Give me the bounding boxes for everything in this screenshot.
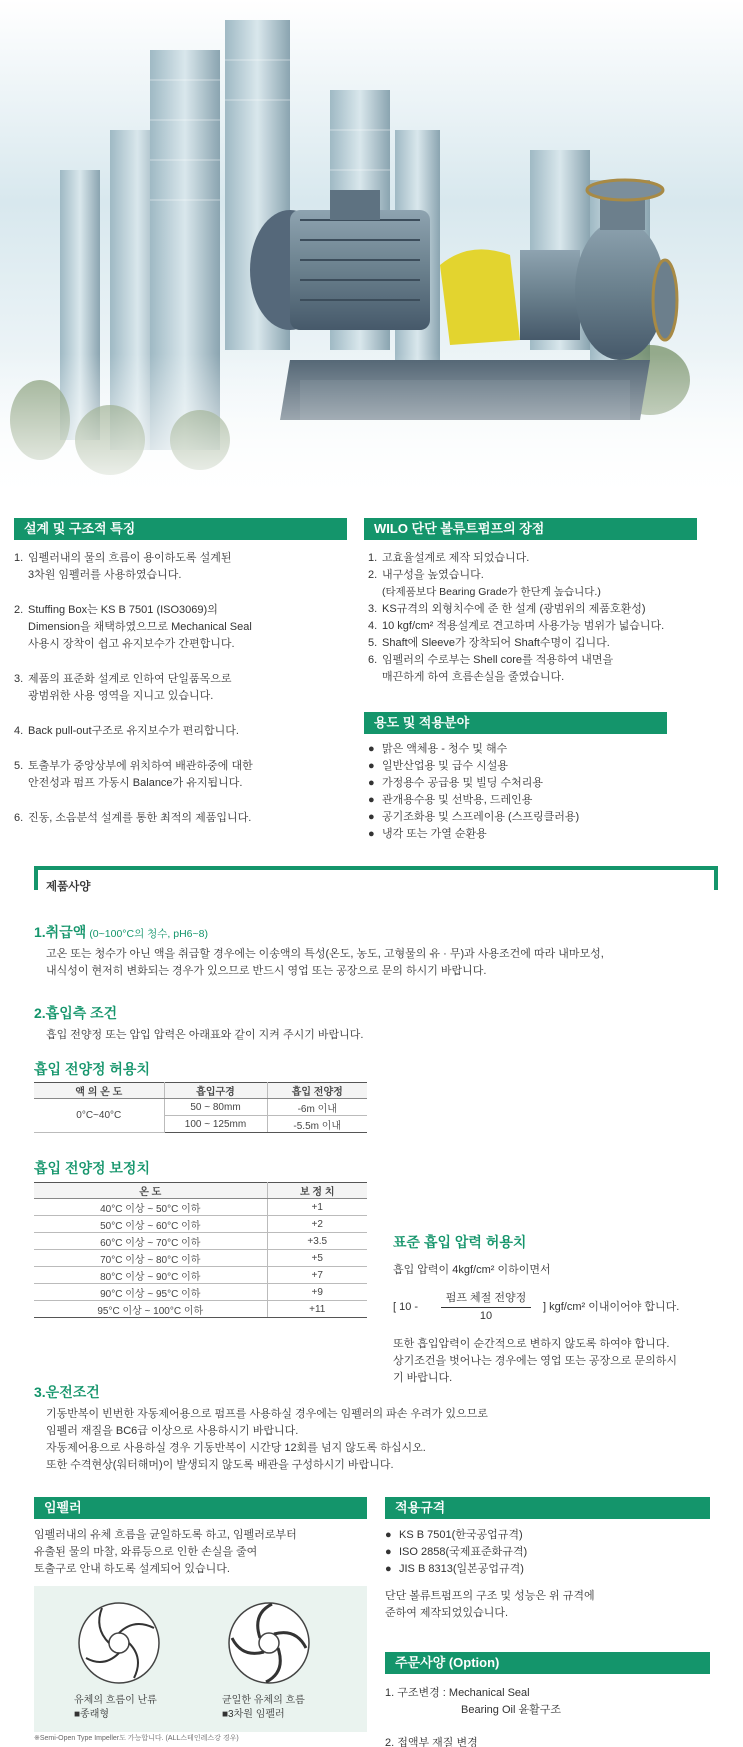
list-item: 1. 임펠러내의 물의 흐름이 용이하도록 설계된 3차원 임펠러를 사용하였습니다. (14, 552, 232, 581)
list-item: ● 가정용수 공급용 및 빌딩 수처리용 (368, 777, 543, 789)
table-cell: 60°C 이상 ~ 70°C 이하 (34, 1233, 267, 1250)
advantages-list (368, 550, 738, 686)
table-cell: 90°C 이상 ~ 95°C 이하 (34, 1284, 267, 1301)
list-item: ● KS B 7501(한국공업규격) (385, 1529, 523, 1541)
table-cell: +2 (267, 1216, 367, 1233)
hero-image (0, 0, 743, 505)
list-item: ● 맑은 액체용 - 청수 및 해수 (368, 743, 508, 755)
formula-suffix: ] kgf/cm² 이내이어야 합니다. (543, 1301, 680, 1313)
table-cell: -5.5m 이내 (267, 1116, 367, 1133)
table-cell: +1 (267, 1199, 367, 1216)
table-row (34, 1216, 367, 1233)
table-cell: 50°C 이상 ~ 60°C 이하 (34, 1216, 267, 1233)
3d-impeller-caption: 균일한 유체의 흐름 ■3차원 임펠러 (222, 1695, 305, 1720)
table-cell: 100 ~ 125mm (164, 1116, 267, 1133)
suction-head-correction-table (34, 1182, 367, 1318)
list-item: ● 공기조화용 및 스프레이용 (스프링클러용) (368, 811, 580, 823)
table-header: 액 의 온 도 (34, 1083, 164, 1099)
3d-impeller-icon (224, 1598, 314, 1688)
table-header: 온 도 (34, 1183, 267, 1199)
list-item: ● 관개용수용 및 선박용, 드레인용 (368, 794, 533, 806)
table-cell: -6m 이내 (267, 1099, 367, 1116)
list-item: 6. 진동, 소음분석 설계를 통한 최적의 제품입니다. (14, 812, 252, 824)
advantages-header: WILO 단단 볼류트펌프의 장점 (364, 518, 697, 540)
impeller-note: ※Semi-Open Type Impeller도 가능합니다. (ALL스테인레스강 경우) (34, 1735, 239, 1742)
option-item-1: 1. 구조변경 : Mechanical Seal (385, 1687, 530, 1699)
table-cell: 40°C 이상 ~ 50°C 이하 (34, 1199, 267, 1216)
table-row (34, 1099, 367, 1116)
table-cell: 70°C 이상 ~ 80°C 이하 (34, 1250, 267, 1267)
table-header: 흡입구경 (164, 1083, 267, 1099)
spec-divider-right (714, 866, 718, 890)
standards-list (385, 1527, 735, 1578)
table-header: 흡입 전양정 (267, 1083, 367, 1099)
table-row (34, 1199, 367, 1216)
table-row (34, 1301, 367, 1318)
standards-text: 단단 볼류트펌프의 구조 및 성능은 위 규격에 준하여 제작되었있습니다. (385, 1590, 595, 1619)
table-row (34, 1233, 367, 1250)
list-item: 1. 고효율설계로 제작 되었습니다. (368, 552, 530, 564)
usage-list (368, 741, 728, 843)
suction-head-correction-title: 흡입 전양정 보정치 (34, 1160, 150, 1176)
section-liquid-text: 고온 또는 청수가 아닌 액을 취급할 경우에는 이송액의 특성(온도, 농도, 고형물의 유 · 무)과 사용조건에 따라 내마모성, 내식성이 현저히 변화되는 경우가 있으므로 반드시 영업 또는 공장으로 문의 하시기 바랍니다. (46, 948, 604, 977)
spec-header: 제품사양 (46, 881, 91, 893)
spec-divider-left (34, 866, 38, 890)
formula-numerator: 펌프 체절 전양정 (441, 1290, 531, 1308)
table-header-row (34, 1083, 367, 1099)
impeller-illustration (34, 1586, 367, 1732)
conventional-caption: 유체의 흐름이 난류 ■종래형 (74, 1695, 157, 1720)
list-item: 4. 10 kgf/cm² 적용설계로 견고하며 사용가능 범위가 넓습니다. (368, 620, 665, 632)
list-item: 5. 토출부가 중앙상부에 위치하여 배관하중에 대한 안전성과 펌프 가동시 Balance가 유지됩니다. (14, 760, 253, 789)
table-row (34, 1284, 367, 1301)
pump-photo (0, 0, 743, 505)
table-cell: +5 (267, 1250, 367, 1267)
impeller-text: 임펠러내의 유체 흐름을 균일하도록 하고, 임펠러로부터 유출된 물의 마찰, 와류등으로 인한 손실을 줄여 토출구로 안내 하도록 설계되어 있습니다. (34, 1529, 297, 1575)
suction-pressure-formula (393, 1290, 733, 1326)
table-header: 보 정 치 (267, 1183, 367, 1199)
list-item: ● JIS B 8313(일본공업규격) (385, 1563, 524, 1575)
table-cell: 0°C~40°C (34, 1099, 164, 1133)
table-row (34, 1267, 367, 1284)
list-item: 3. KS규격의 외형치수에 준 한 설계 (광범위의 제품호환성) (368, 603, 646, 615)
table-cell: +9 (267, 1284, 367, 1301)
option-item-2: 2. 접액부 재질 변경 (385, 1737, 478, 1747)
table-cell: 95°C 이상 ~ 100°C 이하 (34, 1301, 267, 1318)
section-liquid-title: 1.취급액 (0~100°C의 청수, pH6~8) (34, 924, 208, 940)
section-operation-title: 3.운전조건 (34, 1384, 100, 1400)
suction-pressure-note: 또한 흡입압력이 순간적으로 변하지 않도록 하여야 합니다. 상기조건을 벗어나는 경우에는 영업 또는 공장으로 문의하시 기 바랍니다. (393, 1338, 677, 1384)
conventional-impeller-icon (74, 1598, 164, 1688)
formula-denominator: 10 (479, 1310, 493, 1322)
standards-header: 적용규격 (385, 1497, 710, 1519)
formula-prefix: [ 10 - (393, 1301, 419, 1313)
list-item: 5. Shaft에 Sleeve가 장착되어 Shaft수명이 깁니다. (368, 637, 610, 649)
section-suction-title: 2.흡입측 조건 (34, 1005, 118, 1021)
section-suction-text: 흡입 전양정 또는 압입 압력은 아래표와 같이 지켜 주시기 바랍니다. (46, 1029, 364, 1041)
suction-head-allow-table (34, 1082, 367, 1133)
option-list (385, 1685, 735, 1747)
table-cell: +7 (267, 1267, 367, 1284)
suction-head-allow-title: 흡입 전양정 허용치 (34, 1061, 150, 1077)
option-header: 주문사양 (Option) (385, 1652, 710, 1674)
impeller-header: 임펠러 (34, 1497, 367, 1519)
table-cell: 80°C 이상 ~ 90°C 이하 (34, 1267, 267, 1284)
spec-divider (34, 866, 718, 870)
list-item: ● ISO 2858(국제표준화규격) (385, 1546, 528, 1558)
table-header-row (34, 1183, 367, 1199)
list-item: 4. Back pull-out구조로 유지보수가 편리합니다. (14, 725, 239, 737)
design-features-header: 설계 및 구조적 특징 (14, 518, 347, 540)
suction-pressure-text: 흡입 압력이 4kgf/cm² 이하이면서 (393, 1264, 551, 1276)
table-cell: +3.5 (267, 1233, 367, 1250)
option-item-1-sub: Bearing Oil 윤활구조 (461, 1704, 561, 1716)
usage-header: 용도 및 적용분야 (364, 712, 667, 734)
table-cell: 50 ~ 80mm (164, 1099, 267, 1116)
list-item: 3. 제품의 표준화 설계로 인하여 단일품목으로 광범위한 사용 영역을 지니고 있습니다. (14, 673, 232, 702)
table-cell: +11 (267, 1301, 367, 1318)
list-item: 2. Stuffing Box는 KS B 7501 (ISO3069)의 Dimension을 채택하였으므로 Mechanical Seal 사용시 장착이 쉽고 유지보수가 간편합니다. (14, 604, 252, 650)
section-operation-text: 기동반복이 빈번한 자동제어용으로 펌프를 사용하실 경우에는 임펠러의 파손 우려가 있으므로 임펠러 재질을 BC6급 이상으로 사용하시기 바랍니다. 자동제어용으로 사용하실 경우 기동반복이 시간당 12회를 넘지 않도록 하십시오. 또한 수격현상(워터해머)이 발생되지 않도록 배관을 구성하시기 바랍니다. (46, 1408, 488, 1471)
list-item: ● 일반산업용 및 급수 시설용 (368, 760, 509, 772)
list-item: 2. 내구성을 높였습니다. (타제품보다 Bearing Grade가 한단계 높습니다.) (368, 569, 601, 598)
list-item: ● 냉각 또는 가열 순환용 (368, 828, 487, 840)
list-item: 6. 임펠러의 수로부는 Shell core를 적용하여 내면을 매끈하게 하여 흐름손실을 줄였습니다. (368, 654, 614, 683)
design-features-list (14, 550, 349, 827)
table-row (34, 1250, 367, 1267)
suction-pressure-title: 표준 흡입 압력 허용치 (393, 1234, 527, 1250)
